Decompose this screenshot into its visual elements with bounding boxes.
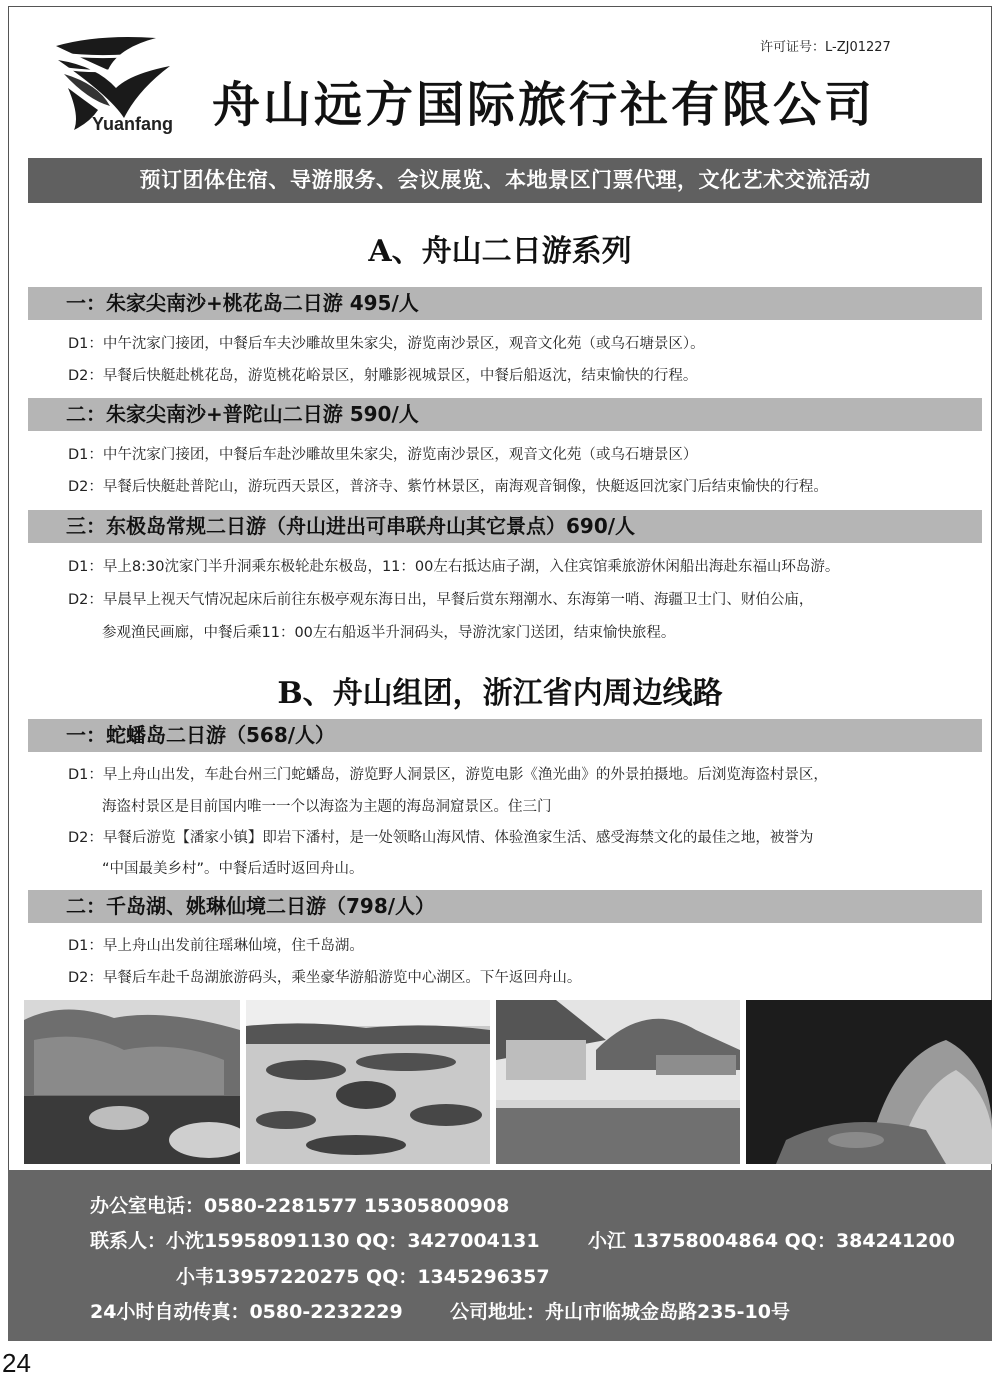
tour-b2-line-2: D2：早餐后车赴千岛湖旅游码头，乘坐豪华游船游览中心湖区。下午返回舟山。 — [68, 970, 582, 986]
cave-photo — [746, 1000, 992, 1164]
contact-person-3: 小韦13957220275 QQ：1345296357 — [176, 1266, 550, 1288]
tour-b1-line-1: D1：早上舟山出发，车赴台州三门蛇蟠岛，游览野人洞景区，游览电影《渔光曲》的外景拍摄地。后浏览海盗村景区， — [68, 767, 828, 783]
tour-a1-title: 一：朱家尖南沙+桃花岛二日游 495/人 — [28, 287, 982, 320]
tour-a2-line-2: D2：早餐后快艇赴普陀山，游玩西天景区，普济寺、紫竹林景区，南海观音铜像，快艇返回沈家门后结束愉快的行程。 — [68, 479, 828, 495]
section-b-title: B、舟山组团，浙江省内周边线路 — [277, 676, 723, 711]
tour-b1-title: 一：蛇蟠岛二日游（568/人） — [28, 719, 982, 752]
tour-a2-title: 二：朱家尖南沙+普陀山二日游 590/人 — [28, 398, 982, 431]
tour-b2-title: 二：千岛湖、姚琳仙境二日游（798/人） — [28, 890, 982, 923]
logo-wordmark: Yuanfang — [92, 114, 174, 134]
fax-number: 24小时自动传真：0580-2232229 — [90, 1301, 403, 1323]
tour-a3-line-3: 参观渔民画廊，中餐后乘11：00左右船返半升洞码头，导游沈家门送团，结束愉快旅程。 — [102, 625, 676, 641]
tour-a2-line-1: D1：中午沈家门接团，中餐后车赴沙雕故里朱家尖，游览南沙景区，观音文化苑（或乌石塘景区） — [68, 447, 698, 463]
village-river-photo — [496, 1000, 740, 1164]
tour-a1-line-2: D2：早餐后快艇赴桃花岛，游览桃花峪景区，射雕影视城景区，中餐后船返沈，结束愉快的行程。 — [68, 368, 698, 384]
thousand-island-lake-photo — [246, 1000, 490, 1164]
tour-a1-line-1: D1：中午沈家门接团，中餐后车夫沙雕故里朱家尖，游览南沙景区，观音文化苑（或乌石塘景区）。 — [68, 336, 705, 352]
office-phone: 办公室电话：0580-2281577 15305800908 — [90, 1195, 510, 1217]
contact-person-2: 小江 13758004864 QQ：384241200 — [588, 1230, 955, 1252]
tour-b2-line-1: D1：早上舟山出发前往瑶琳仙境，住千岛湖。 — [68, 938, 364, 954]
tour-b1-line-4: “中国最美乡村”。中餐后适时返回舟山。 — [102, 861, 364, 877]
services-banner: 预订团体住宿、导游服务、会议展览、本地景区门票代理，文化艺术交流活动 — [28, 158, 982, 203]
page-number: 24 — [2, 1348, 31, 1378]
tour-a3-line-2: D2：早晨早上视天气情况起床后前往东极亭观东海日出，早餐后赏东翔潮水、东海第一哨、海疆卫士门、财伯公庙， — [68, 592, 814, 608]
company-address: 公司地址：舟山市临城金岛路235-10号 — [450, 1301, 790, 1323]
contact-footer — [8, 1170, 992, 1341]
tour-b1-line-3: D2：早餐后游览【潘家小镇】即岩下潘村，是一处领略山海风情、体验渔家生活、感受海禁文化的最佳之地，被誉为 — [68, 830, 814, 846]
company-name: 舟山远方国际旅行社有限公司 — [212, 77, 876, 133]
license-number: 许可证号：L-ZJ01227 — [760, 40, 891, 55]
tour-a3-title: 三：东极岛常规二日游（舟山进出可串联舟山其它景点）690/人 — [28, 510, 982, 543]
photo-strip — [24, 1000, 992, 1164]
rock-cliff-photo — [24, 1000, 240, 1164]
tour-b1-line-2: 海盗村景区是目前国内唯一一个以海盗为主题的海岛洞窟景区。住三门 — [102, 799, 552, 815]
section-a-title: A、舟山二日游系列 — [368, 234, 632, 269]
contact-person-1: 联系人：小沈15958091130 QQ：3427004131 — [90, 1230, 540, 1252]
tour-a3-line-1: D1：早上8:30沈家门半升洞乘东极轮赴东极岛，11：00左右抵达庙子湖，入住宾馆乘旅游休闲船出海赴东福山环岛游。 — [68, 559, 840, 575]
